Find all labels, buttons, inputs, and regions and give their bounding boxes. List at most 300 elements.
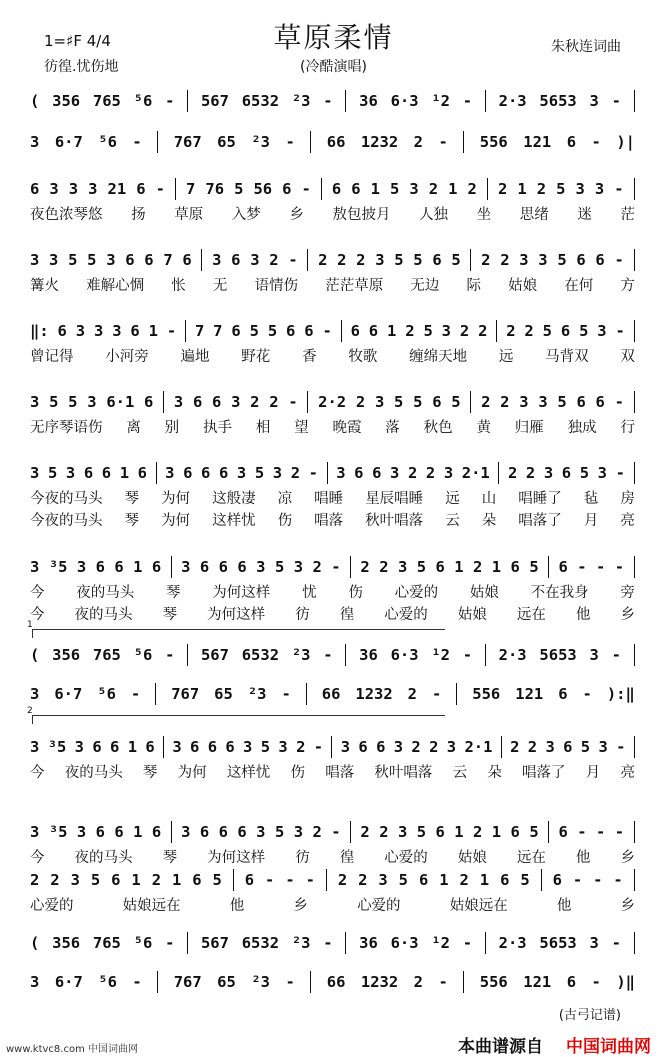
lyric-word: 马背双 (545, 349, 589, 365)
note-token: - (591, 973, 601, 991)
note-token: 6 (566, 973, 577, 991)
note-token: - (166, 322, 177, 340)
note-token: 2 (318, 251, 328, 269)
lyric-word: 伤 (290, 765, 306, 781)
lyric-word: 行 (620, 420, 635, 436)
notation-line (30, 869, 635, 891)
note-token: 6 (576, 251, 586, 269)
note-token: 5 (68, 251, 78, 269)
lyric-word: 为何 (177, 765, 207, 781)
lyric-word: 唱落了 (522, 765, 566, 781)
singer-credit: (冷酷演唱) (300, 59, 367, 75)
note-token: 1 (119, 464, 130, 482)
lyric-word: 为何这样 (207, 850, 266, 866)
footer-source-label: 本曲谱源自 (458, 1037, 543, 1057)
note-token: 3 (598, 738, 608, 756)
lyric-word: 相 (255, 420, 271, 436)
lyric-line (30, 416, 635, 437)
note-token: 6·1 (106, 393, 135, 411)
note-token: 2 (478, 322, 488, 340)
lyric-word: 姑娘 (469, 585, 499, 601)
lyric-word: 缠绵天地 (409, 349, 468, 365)
note-token: 6 (432, 251, 442, 269)
lyric-word: 夜的马头 (76, 585, 135, 601)
note-token: 6 (552, 871, 562, 889)
note-token: )| (616, 133, 635, 151)
note-token: 3 (538, 251, 548, 269)
note-token: 5 (416, 558, 427, 576)
lyric-word: 人独 (419, 207, 449, 223)
note-token: 2 (337, 251, 347, 269)
lyric-word: 云 (452, 765, 468, 781)
note-token: 5 (579, 322, 589, 340)
note-token: - (288, 251, 298, 269)
note-token: - (323, 92, 333, 110)
note-token: 6 (500, 871, 510, 889)
lyric-line (30, 203, 635, 224)
note-token: 76 (205, 180, 225, 198)
lyric-word: 别 (164, 420, 180, 436)
note-token: 2 (413, 133, 424, 151)
note-token: 2 (355, 393, 366, 411)
lyric-line (30, 345, 635, 366)
barline (501, 736, 502, 758)
note-token: 567 (200, 934, 229, 952)
note-token: 1 (131, 871, 141, 889)
note-token: 6 (101, 464, 112, 482)
note-token: 2 (290, 464, 301, 482)
note-token: 121 (523, 973, 552, 991)
lyric-word: 怅 (171, 278, 186, 294)
note-token: 2 (481, 251, 491, 269)
note-token: 3 (256, 823, 266, 841)
note-token: 356 (52, 934, 81, 952)
note-token: 66 (326, 133, 346, 151)
barline (155, 683, 156, 705)
lyric-word: 彷 (295, 850, 310, 866)
note-token: 2 (250, 393, 260, 411)
note-token: 1 (370, 180, 381, 198)
barline (307, 249, 308, 271)
note-token: - (572, 871, 583, 889)
note-token: - (313, 738, 324, 756)
note-token: - (132, 133, 142, 151)
note-token: 6 (218, 823, 228, 841)
note-token: - (265, 871, 275, 889)
note-token: 3 (65, 464, 76, 482)
barline (345, 90, 346, 112)
lyric-word: 朵 (487, 765, 502, 781)
note-token: 6 (376, 738, 386, 756)
barline (187, 90, 188, 112)
note-token: 5 (49, 393, 59, 411)
note-token: ( (30, 934, 40, 952)
lyric-word: 他 (556, 898, 572, 914)
lyric-line (30, 603, 635, 624)
barline (163, 391, 164, 413)
lyric-word: 姑娘远在 (122, 898, 181, 914)
note-token: 2 (379, 823, 389, 841)
barline (498, 462, 499, 484)
note-token: - (613, 871, 623, 889)
note-token: - (305, 871, 315, 889)
note-token: 2 (536, 180, 547, 198)
note-token: 1 (127, 738, 138, 756)
lyric-word: 山 (481, 491, 497, 507)
note-token: 5 (260, 738, 271, 756)
note-token: 3 (243, 738, 253, 756)
note-token: 1 (454, 558, 464, 576)
note-token: 36 (359, 92, 378, 110)
note-token: 65 (217, 133, 236, 151)
note-token: - (596, 558, 606, 576)
note-token: ³5 (48, 823, 68, 841)
note-token: - (323, 934, 333, 952)
note-token: 6 (351, 180, 361, 198)
barline (456, 683, 457, 705)
note-token: 6 (151, 558, 162, 576)
note-token: - (614, 251, 624, 269)
lyric-word: 唱落了 (518, 513, 562, 529)
barline (233, 869, 234, 891)
barline (541, 869, 542, 891)
lyric-word: 夜的马头 (64, 765, 123, 781)
note-token: ¹2 (431, 646, 450, 664)
note-token: 3 (278, 738, 288, 756)
note-token: 2 (269, 393, 279, 411)
note-token: 5 (556, 180, 566, 198)
note-token: 3 (30, 393, 40, 411)
lyric-word: 遍地 (180, 349, 210, 365)
lyric-word: 双 (620, 349, 635, 365)
note-token: 21 (107, 180, 127, 198)
note-token: - (165, 934, 175, 952)
note-token: 6 (111, 871, 121, 889)
note-token: 36 (359, 934, 378, 952)
note-token: 5 (416, 823, 427, 841)
note-token: ³5 (48, 558, 68, 576)
note-token: 556 (472, 685, 501, 703)
note-token: 6 (558, 823, 568, 841)
lyric-word: 归雁 (514, 420, 544, 436)
note-token: - (462, 646, 473, 664)
note-token: - (301, 180, 311, 198)
note-token: 567 (200, 92, 229, 110)
note-token: ²3 (251, 133, 270, 151)
lyric-word: 忧 (302, 585, 317, 601)
note-token: 6 (125, 251, 135, 269)
note-token: 6 (595, 251, 605, 269)
barline (350, 556, 351, 578)
lyric-word: 今夜的马头 (30, 491, 103, 507)
note-token: 7 (163, 251, 173, 269)
note-token: 2 (425, 464, 436, 482)
note-token: 65 (214, 685, 233, 703)
notation-line (30, 932, 635, 954)
barline (463, 131, 464, 153)
note-token: 2 (481, 393, 491, 411)
note-token: 2·2 (318, 393, 347, 411)
lyric-word: 夜的马头 (74, 607, 133, 623)
lyric-word: 朵 (481, 513, 497, 529)
note-token: ⁵6 (97, 685, 116, 703)
note-token: 5 (390, 180, 400, 198)
lyric-line (30, 509, 635, 530)
notation-line (30, 462, 635, 484)
barline (157, 971, 158, 993)
note-token: 3 (293, 558, 304, 576)
note-token: 6 (576, 393, 586, 411)
note-token: ( (30, 92, 40, 110)
note-token: 6 (151, 823, 162, 841)
composer-credit: 朱秋连词曲 (551, 39, 621, 55)
barline (341, 320, 342, 342)
lyric-word: 亮 (620, 513, 635, 529)
note-token: 121 (515, 685, 544, 703)
note-token: - (165, 646, 175, 664)
lyric-line (30, 274, 635, 295)
lyric-word: 唱睡了 (518, 491, 562, 507)
lyric-word: 语情伤 (254, 278, 299, 294)
note-token: 5 (520, 871, 530, 889)
note-token: 6 (182, 251, 192, 269)
note-token: 2 (497, 180, 508, 198)
lyric-word: 茫 (620, 207, 635, 223)
note-token: 3 (293, 823, 304, 841)
lyric-word: 月 (583, 513, 599, 529)
note-token: 556 (479, 973, 508, 991)
note-token: 3 (212, 251, 222, 269)
lyric-word: 迷 (577, 207, 592, 223)
note-token: - (591, 133, 601, 151)
barline (634, 391, 635, 413)
note-token: 5 (212, 871, 222, 889)
lyric-word: 无序琴语伤 (30, 420, 103, 436)
lyric-word: 唱落 (325, 765, 355, 781)
barline (307, 391, 308, 413)
note-token: 6·7 (54, 973, 83, 991)
lyric-line (30, 487, 635, 508)
note-token: 2 (312, 823, 322, 841)
lyric-word: 为何这样 (207, 607, 266, 623)
note-token: 6 (212, 393, 222, 411)
note-token: 7 (194, 322, 205, 340)
note-token: ²3 (291, 934, 311, 952)
lyric-word: 野花 (241, 349, 271, 365)
note-token: - (132, 973, 142, 991)
note-token: 2 (524, 322, 534, 340)
note-token: 6 (566, 133, 577, 151)
barline (306, 683, 307, 705)
lyric-word: 姑娘 (457, 850, 487, 866)
barline (350, 821, 351, 843)
note-token: 3 (30, 738, 40, 756)
note-token: ( (30, 646, 40, 664)
note-token: 2 (459, 322, 470, 340)
notation-line (30, 821, 635, 843)
barline (171, 556, 172, 578)
note-token: 3 (87, 393, 97, 411)
note-token: 3 (236, 464, 247, 482)
note-token: 6 (114, 558, 124, 576)
note-token: 2 (407, 685, 418, 703)
barline (326, 869, 327, 891)
lyric-word: 琴 (142, 765, 158, 781)
note-token: - (611, 646, 621, 664)
lyric-word: 伤 (277, 513, 293, 529)
note-token: 3 (30, 464, 40, 482)
lyric-word: 姑娘 (457, 607, 487, 623)
note-token: 5 (529, 558, 539, 576)
note-token: 3 (49, 180, 59, 198)
lyric-line (30, 894, 635, 915)
note-token: 2 (527, 738, 538, 756)
lyric-word: 唱睡 (314, 491, 344, 507)
note-token: 6 (510, 558, 520, 576)
note-token: 6 (595, 393, 605, 411)
note-token: 1 (387, 322, 397, 340)
note-token: 5 (274, 558, 285, 576)
note-token: 2 (428, 180, 439, 198)
barline (548, 556, 549, 578)
note-token: ³5 (47, 738, 67, 756)
note-token: 6 (57, 322, 67, 340)
note-token: 767 (173, 973, 202, 991)
note-token: 6 (137, 464, 147, 482)
lyric-word: 毡 (583, 491, 599, 507)
note-token: 2·3 (498, 934, 527, 952)
lyric-word: 香 (302, 349, 317, 365)
lyric-word: 在何 (564, 278, 594, 294)
note-token: 3 (374, 393, 385, 411)
note-token: 6 (201, 464, 211, 482)
note-token: 2 (459, 871, 469, 889)
note-token: 6 (563, 738, 573, 756)
lyric-word: 望 (294, 420, 309, 436)
note-token: 6 (145, 738, 155, 756)
note-token: 1 (491, 823, 502, 841)
lyric-word: 为何 (161, 491, 191, 507)
note-token: - (462, 92, 473, 110)
notation-line (30, 320, 635, 342)
note-token: 2 (407, 464, 418, 482)
lyric-word: 亮 (620, 765, 635, 781)
key-signature: 1=♯F 4/4 (44, 32, 111, 50)
note-token: 3 (390, 464, 400, 482)
note-token: 3 (30, 251, 40, 269)
note-token: 2 (506, 322, 516, 340)
note-token: 3 (545, 738, 555, 756)
note-token: - (285, 871, 295, 889)
note-token: 1232 (355, 685, 393, 703)
note-token: - (614, 823, 625, 841)
note-token: 5 (394, 393, 404, 411)
note-token: - (577, 558, 587, 576)
lyric-word: 这样忧 (212, 513, 256, 529)
note-token: 6 (207, 738, 218, 756)
note-token: - (308, 464, 318, 482)
lyric-word: 茫茫草原 (325, 278, 384, 294)
lyric-word: 这般凄 (212, 491, 256, 507)
lyric-word: 唱落 (314, 513, 344, 529)
barline (163, 736, 164, 758)
note-token: 6 (144, 393, 154, 411)
note-token: 2 (429, 738, 439, 756)
lyric-word: 远在 (516, 850, 546, 866)
note-token: 5653 (539, 646, 577, 664)
note-token: 2 (30, 871, 40, 889)
note-token: 3 (589, 92, 599, 110)
note-token: 765 (92, 934, 121, 952)
footer-url: www.ktvc8.com 中国词曲网 (6, 1044, 139, 1055)
note-token: 6 (435, 823, 445, 841)
lyric-word: 远在 (516, 607, 546, 623)
note-token: 1 (448, 180, 458, 198)
barline (470, 391, 471, 413)
note-token: 567 (200, 646, 229, 664)
note-token: 2 (510, 738, 520, 756)
lyric-word: 彷 (295, 607, 310, 623)
note-token: 2 (473, 823, 483, 841)
tempo-marking: 彷徨.忧伤地 (44, 59, 119, 75)
note-token: 6 (358, 738, 368, 756)
note-token: - (130, 685, 141, 703)
note-token: 6 (95, 558, 105, 576)
barline (634, 932, 635, 954)
lyric-word: 云 (445, 513, 460, 529)
note-token: - (616, 738, 626, 756)
note-token: - (615, 322, 625, 340)
note-token: 5 (234, 180, 244, 198)
notation-line (30, 971, 635, 993)
note-token: 6 (558, 558, 568, 576)
lyric-word: 他 (575, 850, 591, 866)
lyric-word: 乡 (293, 898, 308, 914)
note-token: 6 (144, 251, 154, 269)
lyric-word: 夜的马头 (74, 850, 133, 866)
note-token: 36 (359, 646, 378, 664)
lyric-word: 旁 (620, 585, 635, 601)
lyric-word: 独成 (567, 420, 597, 436)
note-token: 6 (368, 322, 379, 340)
note-token: 1 (148, 322, 158, 340)
lyric-word: 今夜的马头 (30, 513, 103, 529)
lyric-word: 曾记得 (30, 349, 74, 365)
note-token: 1 (479, 871, 490, 889)
lyric-word: 房 (620, 491, 635, 507)
note-token: 1 (439, 871, 449, 889)
lyric-word: 远 (445, 491, 460, 507)
note-token: - (331, 558, 341, 576)
note-token: 6·3 (390, 646, 419, 664)
note-token: 3 (441, 322, 452, 340)
note-token: 356 (52, 92, 81, 110)
lyric-line (30, 581, 635, 602)
note-token: 1 (454, 823, 464, 841)
note-token: - (593, 871, 603, 889)
note-token: 6·7 (54, 133, 83, 151)
note-token: - (611, 934, 621, 952)
lyric-word: 黄 (476, 420, 491, 436)
lyric-word: 心爱的 (384, 607, 428, 623)
note-token: 56 (253, 180, 273, 198)
note-token: 5 (249, 322, 259, 340)
lyric-word: 月 (585, 765, 601, 781)
note-token: 6 (199, 558, 210, 576)
note-token: 7 (185, 180, 196, 198)
note-token: 2 (507, 464, 518, 482)
note-token: 3 (75, 322, 86, 340)
